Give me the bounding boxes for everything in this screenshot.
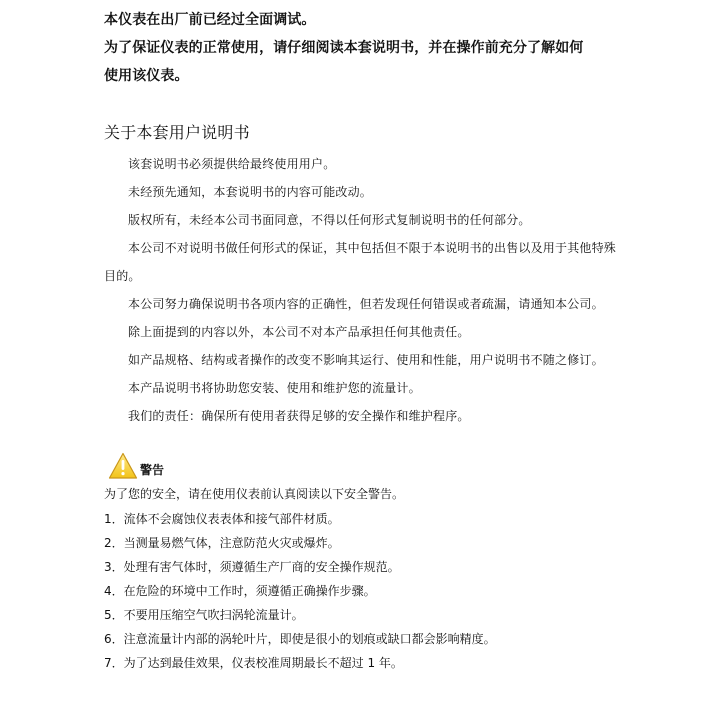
intro-block: [104, 6, 664, 90]
list-item: 3．处理有害气体时，须遵循生产厂商的安全操作规范。: [104, 560, 400, 574]
paragraph: 未经预先通知，本套说明书的内容可能改动。: [128, 185, 373, 199]
warning-intro: 为了您的安全，请在使用仪表前认真阅读以下安全警告。: [104, 487, 405, 501]
warning-title: 警告: [140, 463, 165, 477]
intro-line: 本仪表在出厂前已经过全面调试。: [104, 12, 316, 28]
paragraph: 我们的责任：确保所有使用者获得足够的安全操作和维护程序。: [128, 409, 470, 423]
list-item: 1．流体不会腐蚀仪表表体和接气部件材质。: [104, 512, 340, 526]
warning-header: [108, 448, 164, 480]
warning-triangle-icon: [108, 452, 138, 480]
intro-line: 为了保证仪表的正常使用，请仔细阅读本套说明书，并在操作前充分了解如何: [104, 40, 584, 56]
manual-paragraphs: [104, 150, 624, 430]
paragraph: 本公司不对说明书做任何形式的保证，其中包括但不限于本说明书的出售以及用于其他特殊目的。: [104, 241, 617, 283]
list-item: 6．注意流量计内部的涡轮叶片，即使是很小的划痕或缺口都会影响精度。: [104, 632, 496, 646]
intro-line: 使用该仪表。: [104, 68, 189, 84]
paragraph: 本公司努力确保说明书各项内容的正确性，但若发现任何错误或者疏漏，请通知本公司。: [128, 297, 604, 311]
paragraph: 版权所有，未经本公司书面同意，不得以任何形式复制说明书的任何部分。: [128, 213, 531, 227]
list-item: 5．不要用压缩空气吹扫涡轮流量计。: [104, 608, 304, 622]
list-item: 4．在危险的环境中工作时，须遵循正确操作步骤。: [104, 584, 376, 598]
list-item: 2．当测量易燃气体，注意防范火灾或爆炸。: [104, 536, 340, 550]
list-item: 7．为了达到最佳效果，仪表校准周期最长不超过 1 年。: [104, 656, 403, 670]
paragraph: 本产品说明书将协助您安装、使用和维护您的流量计。: [128, 381, 421, 395]
paragraph: 如产品规格、结构或者操作的改变不影响其运行、使用和性能，用户说明书不随之修订。: [128, 353, 604, 367]
warning-list: [104, 507, 496, 675]
section-title: 关于本套用户说明书: [104, 123, 250, 142]
paragraph: 除上面提到的内容以外，本公司不对本产品承担任何其他责任。: [128, 325, 470, 339]
paragraph: 该套说明书必须提供给最终使用用户。: [128, 157, 336, 171]
